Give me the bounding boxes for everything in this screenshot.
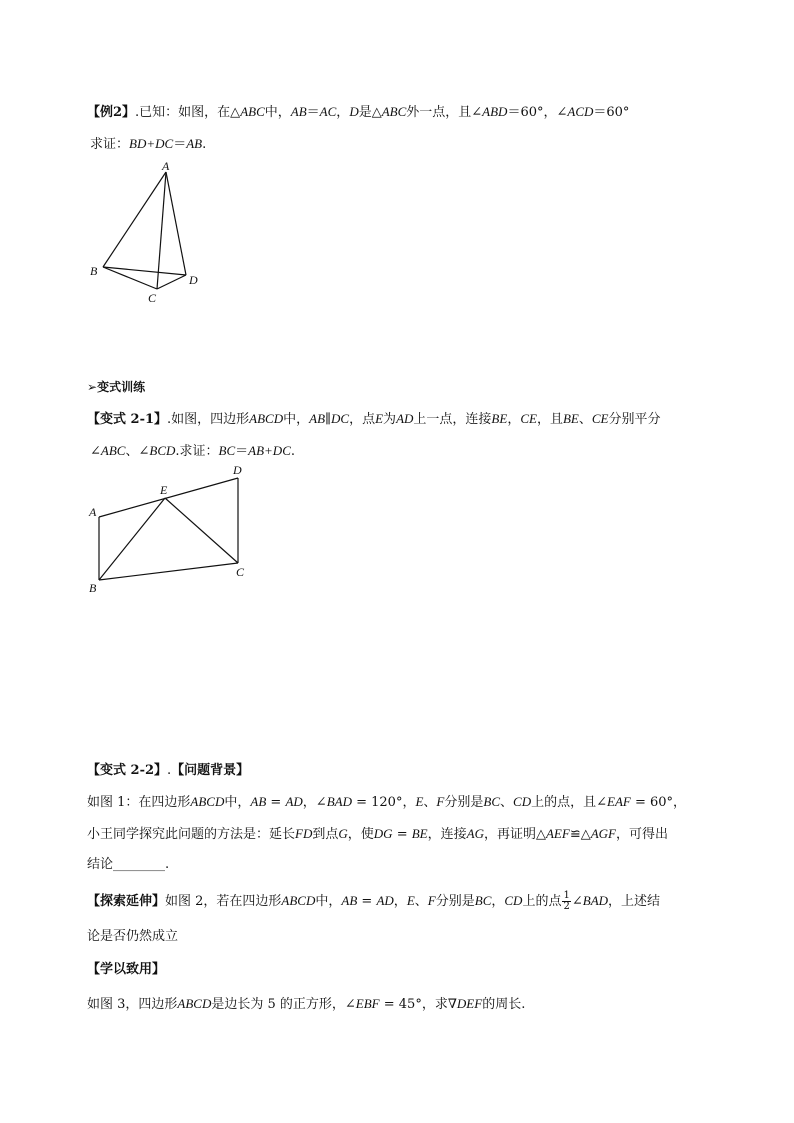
fig1-label-c: C (148, 291, 157, 305)
fraction-half: $\frac{1}{2}$ (563, 890, 570, 912)
fig2-label-b: B (89, 581, 97, 595)
example2-statement: 【例2】.已知：如图，在△ABC中，AB＝AC，D是△ABC外一点，且∠ABD＝60°，∠ACD＝60° (87, 104, 630, 120)
background-tag: 【问题背景】 (171, 763, 250, 778)
fig2-edge-eb (99, 498, 165, 580)
variant22-para6: 如图 3，四边形ABCD是边长为 5 的正方形，∠EBF = 45°，求∇DEF的周长. (87, 996, 526, 1012)
example2-tag: 【例2】 (87, 105, 136, 120)
example2-prove: 求证：BD+DC＝AB. (90, 136, 207, 152)
variant22-tag: 【变式 2-2】 (87, 763, 168, 778)
fig2-label-e: E (160, 483, 168, 497)
fig2-edge-ad (99, 478, 238, 517)
fig1-label-b: B (90, 264, 98, 278)
fig2-label-a: A (89, 505, 97, 519)
apply-tag: 【学以致用】 (87, 962, 166, 977)
answer-blank[interactable]: ________ (113, 857, 166, 872)
variant22-para1: 如图 1：在四边形ABCD中，AB = AD，∠BAD = 120°，E、F分别是BC、CD上的点，且∠EAF = 60°， (87, 794, 687, 810)
fig2-edge-bc (99, 563, 238, 580)
fig2-edge-ec (165, 498, 238, 563)
variant21-line2: ∠ABC、∠BCD.求证：BC＝AB+DC. (90, 443, 296, 459)
arrow-icon: ➢ (87, 380, 98, 394)
fig1-label-d: D (189, 273, 198, 287)
variant21-statement: 【变式 2-1】.如图，四边形ABCD中，AB∥DC，点E为AD上一点，连接BE，CE，且BE、CE分别平分 (87, 411, 661, 427)
variant22-para3: 结论________. (87, 857, 170, 872)
variant22-explore: 【探索延伸】如图 2，若在四边形ABCD中，AB = AD，E、F分别是BC，CD上的点 $\frac{1}{2}$ ∠BAD，上述结 (87, 890, 661, 912)
fig2-label-d: D (233, 463, 242, 477)
variant22-para2: 小王同学探究此问题的方法是：延长FD到点G，使DG = BE，连接AG，再证明△AEF≌△AGF，可得出 (87, 826, 668, 842)
section-title: ➢变式训练 (87, 380, 146, 394)
fig1-label-a: A (162, 159, 170, 173)
explore-tag: 【探索延伸】 (87, 894, 166, 909)
variant21-tag: 【变式 2-1】 (87, 412, 168, 427)
fig2-label-c: C (236, 565, 245, 579)
variant22-heading: 【变式 2-2】.【问题背景】 (87, 763, 250, 778)
variant22-para5: 论是否仍然成立 (87, 929, 179, 944)
